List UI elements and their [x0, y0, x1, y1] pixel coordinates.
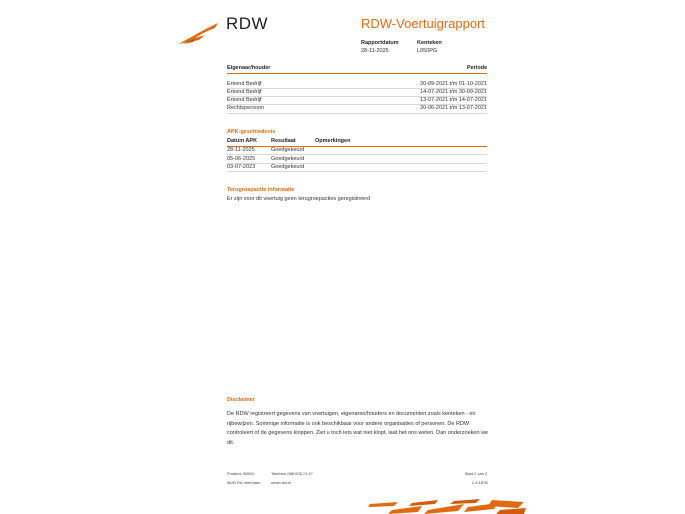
- recall-text: Er zijn voor dit voertuig geen terugroepacties geregistreerd: [227, 196, 371, 202]
- apk-date-header: Datum APK: [227, 138, 258, 144]
- footer-phone: Telefoon 088 008 74 47: [271, 471, 313, 476]
- owner-period: 30-06-2021 t/m 13-07-2021: [420, 105, 487, 111]
- apk-result-header: Resultaat: [271, 138, 296, 144]
- rdw-wing-logo-icon: [177, 22, 219, 46]
- row-divider: [227, 113, 487, 114]
- owners-header-rule: [227, 73, 487, 74]
- owner-period: 14-07-2021 t/m 30-09-2021: [420, 89, 487, 95]
- apk-remarks-header: Opmerkingen: [315, 138, 351, 144]
- disclaimer-body: De RDW registreert gegevens van voertuigen, eigenaren/houders en documenten zoals kenteken - en rijbewijzen. Sommige informatie is ook beschikbaar voor andere organisaties of personen. De RDW controleert of de gegevens kloppen. Ziet u toch iets wat niet klopt, laat het ons weten. Dan onderzoeken we dit.: [227, 411, 489, 446]
- apk-result: Goedgekeurd: [271, 156, 305, 162]
- period-column-header: Periode: [467, 65, 488, 71]
- apk-date: 05-06-2025: [227, 156, 256, 162]
- rapportdatum-value: 28-11-2025: [361, 48, 389, 54]
- owner-row: [227, 105, 487, 113]
- footer-city: 9640 RA Veendam: [227, 480, 261, 485]
- owner-name: Erkend Bedrijf: [227, 81, 262, 87]
- owner-period: 13-07-2021 t/m 14-07-2021: [420, 97, 487, 103]
- footer-page-number: Blad 2 van 2: [465, 471, 488, 476]
- apk-result: Goedgekeurd: [271, 147, 305, 153]
- owner-period: 30-09-2021 t/m 01-10-2021: [420, 81, 487, 87]
- report-title: RDW-Voertuigrapport: [361, 16, 486, 31]
- apk-date: 03-07-2023: [227, 164, 256, 170]
- recall-section-title: Terugroepactie informatie: [227, 187, 295, 193]
- row-divider: [227, 171, 487, 172]
- apk-result: Goedgekeurd: [271, 164, 305, 170]
- owner-name: Erkend Bedrijf: [227, 97, 262, 103]
- owner-name: Erkend Bedrijf: [227, 89, 262, 95]
- footer-postbus: Postbus 30000: [227, 471, 254, 476]
- owner-name: Rechtspersoon: [227, 105, 264, 111]
- kenteken-value: L050PG: [417, 48, 438, 54]
- owner-column-header: Eigenaar/houder: [227, 65, 271, 71]
- footer-web[interactable]: www.rdw.nl: [271, 480, 292, 485]
- disclaimer-title: Disclaimer: [227, 397, 255, 403]
- kenteken-label: Kenteken: [417, 40, 442, 46]
- brand-name: RDW: [226, 14, 269, 33]
- apk-date: 28-11-2025: [227, 147, 255, 153]
- rapportdatum-label: Rapportdatum: [361, 40, 399, 46]
- footer-version: 2.6 1878: [472, 480, 488, 485]
- row-divider: [227, 154, 487, 155]
- apk-section-title: APK-geschiedenis: [227, 129, 276, 135]
- speed-stripes-graphic: [368, 498, 526, 514]
